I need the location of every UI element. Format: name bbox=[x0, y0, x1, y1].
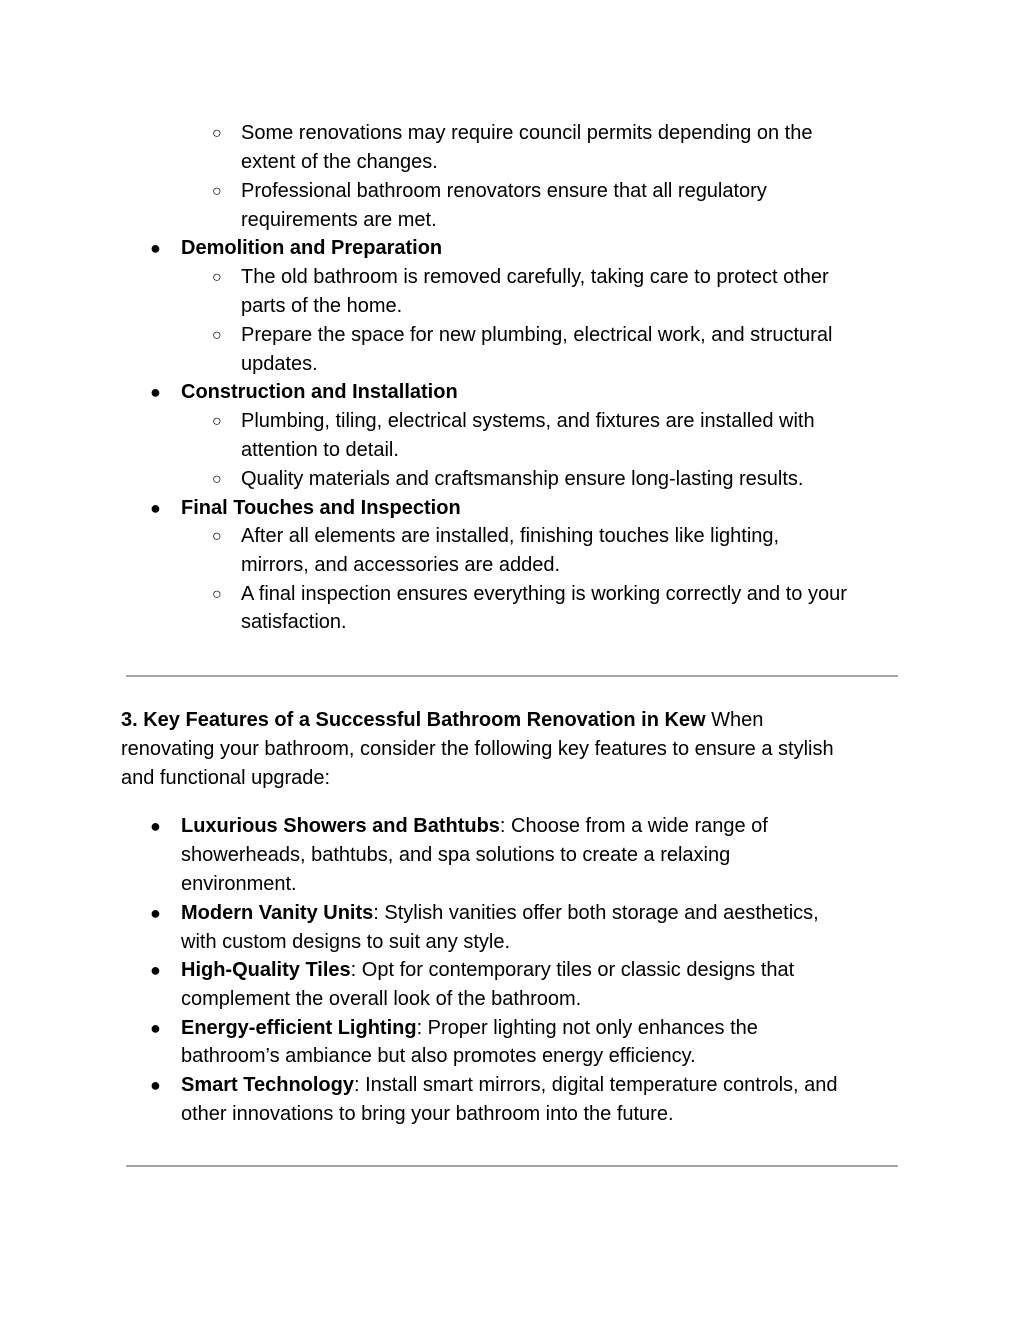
hollow-bullet-icon: ○ bbox=[212, 269, 222, 286]
filled-bullet-icon: ● bbox=[150, 816, 161, 836]
feature-text: bathroom’s ambiance but also promotes energy efficiency. bbox=[181, 1045, 696, 1067]
feature-text: other innovations to bring your bathroom into the future. bbox=[181, 1103, 674, 1125]
feature-item: Energy-efficient Lighting: Proper lighting not only enhances the bbox=[181, 1017, 758, 1039]
feature-item: Luxurious Showers and Bathtubs: Choose from a wide range of bbox=[181, 815, 768, 837]
horizontal-divider bbox=[126, 675, 898, 677]
feature-name: Smart Technology bbox=[181, 1074, 354, 1096]
hollow-bullet-icon: ○ bbox=[212, 471, 222, 488]
list-item-text: Some renovations may require council permits depending on the bbox=[241, 122, 813, 144]
list-item-text: updates. bbox=[241, 353, 318, 375]
section-heading bbox=[121, 706, 763, 735]
filled-bullet-icon: ● bbox=[150, 1018, 161, 1038]
hollow-bullet-icon: ○ bbox=[212, 183, 222, 200]
list-item-text: After all elements are installed, finishing touches like lighting, bbox=[241, 525, 780, 547]
feature-text: showerheads, bathtubs, and spa solutions to create a relaxing bbox=[181, 844, 731, 866]
list-item-text: requirements are met. bbox=[241, 209, 437, 231]
filled-bullet-icon: ● bbox=[150, 903, 161, 923]
hollow-bullet-icon: ○ bbox=[212, 413, 222, 430]
filled-bullet-icon: ● bbox=[150, 238, 161, 258]
intro-text: renovating your bathroom, consider the following key features to ensure a stylish bbox=[121, 738, 834, 760]
list-item-text: parts of the home. bbox=[241, 295, 403, 317]
section-title: 3. Key Features of a Successful Bathroom Renovation in Kew bbox=[121, 709, 706, 731]
list-item-text: mirrors, and accessories are added. bbox=[241, 554, 561, 576]
list-item-title: Construction and Installation bbox=[181, 381, 458, 403]
list-item-text: satisfaction. bbox=[241, 611, 347, 633]
feature-text: with custom designs to suit any style. bbox=[181, 931, 511, 953]
feature-item: Modern Vanity Units: Stylish vanities offer both storage and aesthetics, bbox=[181, 902, 819, 924]
intro-text: When bbox=[711, 709, 764, 731]
feature-name: Luxurious Showers and Bathtubs bbox=[181, 815, 500, 837]
feature-name: Modern Vanity Units bbox=[181, 902, 374, 924]
list-item-title: Final Touches and Inspection bbox=[181, 497, 461, 519]
feature-item: Smart Technology: Install smart mirrors, digital temperature controls, and bbox=[181, 1074, 838, 1096]
feature-item: High-Quality Tiles: Opt for contemporary tiles or classic designs that bbox=[181, 959, 795, 981]
horizontal-divider bbox=[126, 1165, 898, 1167]
list-item-title: Demolition and Preparation bbox=[181, 237, 443, 259]
list-item-text: Plumbing, tiling, electrical systems, and fixtures are installed with bbox=[241, 410, 815, 432]
hollow-bullet-icon: ○ bbox=[212, 125, 222, 142]
filled-bullet-icon: ● bbox=[150, 382, 161, 402]
list-item-text: Prepare the space for new plumbing, electrical work, and structural bbox=[241, 324, 833, 346]
list-item-text: The old bathroom is removed carefully, taking care to protect other bbox=[241, 266, 829, 288]
feature-text: environment. bbox=[181, 873, 297, 895]
feature-text: complement the overall look of the bathroom. bbox=[181, 988, 582, 1010]
hollow-bullet-icon: ○ bbox=[212, 528, 222, 545]
feature-name: Energy-efficient Lighting bbox=[181, 1017, 417, 1039]
list-item-text: extent of the changes. bbox=[241, 151, 438, 173]
hollow-bullet-icon: ○ bbox=[212, 327, 222, 344]
intro-text: and functional upgrade: bbox=[121, 767, 331, 789]
filled-bullet-icon: ● bbox=[150, 960, 161, 980]
filled-bullet-icon: ● bbox=[150, 1075, 161, 1095]
list-item-text: attention to detail. bbox=[241, 439, 399, 461]
feature-name: High-Quality Tiles bbox=[181, 959, 351, 981]
list-item-text: A final inspection ensures everything is working correctly and to your bbox=[241, 583, 847, 605]
filled-bullet-icon: ● bbox=[150, 498, 161, 518]
list-item-text: Quality materials and craftsmanship ensure long-lasting results. bbox=[241, 468, 804, 490]
hollow-bullet-icon: ○ bbox=[212, 586, 222, 603]
list-item-text: Professional bathroom renovators ensure that all regulatory bbox=[241, 180, 767, 202]
